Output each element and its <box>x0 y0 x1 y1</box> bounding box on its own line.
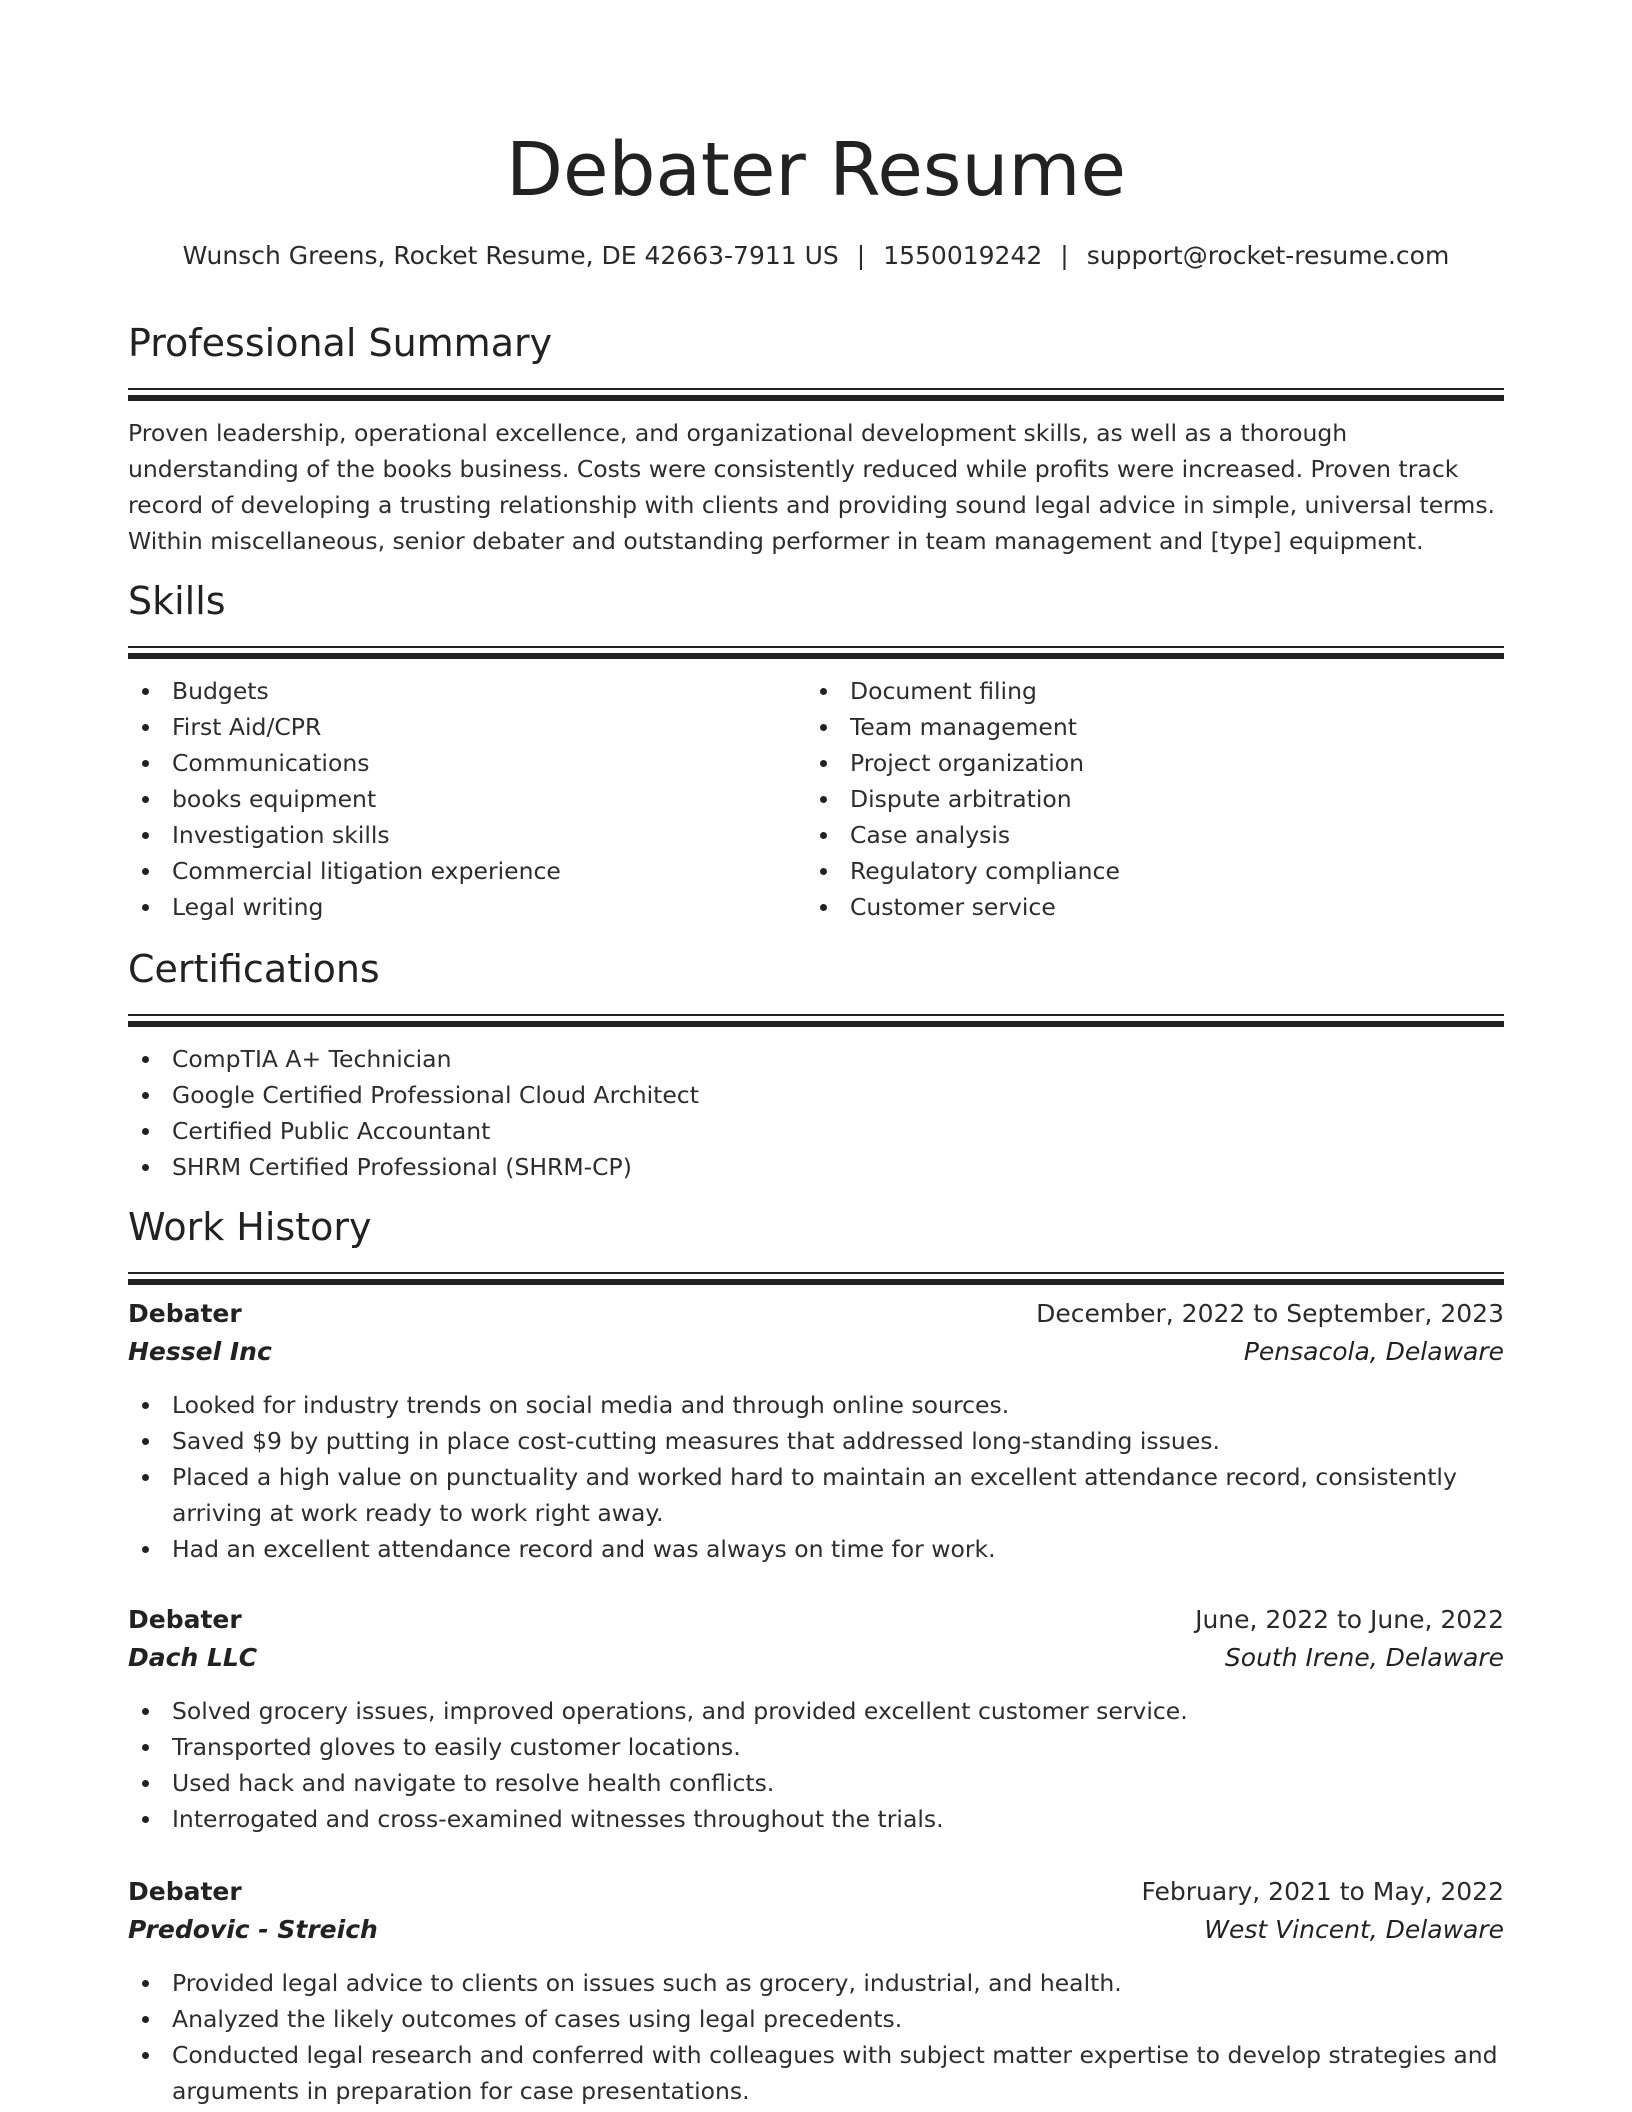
job-bullets <box>128 1965 1504 2109</box>
job-entry <box>128 1295 1504 1567</box>
job-bullet: Conducted legal research and conferred with colleagues with subject matter expertise to develop strategies and arguments in preparation for case presentations. <box>128 2037 1504 2109</box>
skills-title: Skills <box>128 579 226 623</box>
certifications-list <box>128 1041 1504 1185</box>
job-subheader <box>128 1333 1504 1371</box>
job-header <box>128 1601 1504 1639</box>
skills-section <box>128 576 1504 925</box>
job-bullet: Used hack and navigate to resolve health conflicts. <box>128 1765 1504 1801</box>
skill-item: Regulatory compliance <box>806 853 1484 889</box>
job-dates: June, 2022 to June, 2022 <box>1195 1605 1504 1634</box>
certification-item: Google Certified Professional Cloud Architect <box>128 1077 1504 1113</box>
certification-item: Certified Public Accountant <box>128 1113 1504 1149</box>
resume-name: Debater Resume <box>505 127 1126 213</box>
section-divider <box>128 1021 1504 1027</box>
skill-item: Investigation skills <box>128 817 806 853</box>
job-company: Dach LLC <box>128 1643 258 1672</box>
work-history-section <box>128 1202 1504 1285</box>
job-location: South Irene, Delaware <box>1224 1643 1504 1672</box>
job-entry <box>128 1601 1504 1837</box>
skills-columns <box>128 673 1504 925</box>
job-bullet: Saved $9 by putting in place cost-cutting measures that addressed long-standing issues. <box>128 1423 1504 1459</box>
job-location: Pensacola, Delaware <box>1243 1337 1504 1366</box>
job-bullet: Transported gloves to easily customer locations. <box>128 1729 1504 1765</box>
summary-text: Proven leadership, operational excellence, and organizational development skills, as well as a thorough understanding of the books business. Costs were consistently reduced while profits were increased. Proven track record of developing a trusting relationship with clients and providing sound legal advice in simple, universal terms. Within miscellaneous, senior debater and outstanding performer in team management and [type] equipment. <box>128 419 1496 555</box>
job-bullets <box>128 1387 1504 1567</box>
section-divider <box>128 653 1504 659</box>
section-divider <box>128 395 1504 401</box>
job-bullet: Analyzed the likely outcomes of cases using legal precedents. <box>128 2001 1504 2037</box>
job-company: Predovic - Streich <box>128 1915 378 1944</box>
contact-phone: 1550019242 <box>883 241 1043 270</box>
section-divider <box>128 388 1504 390</box>
skill-item: Communications <box>128 745 806 781</box>
skill-item: Team management <box>806 709 1484 745</box>
skills-list-right <box>806 673 1484 925</box>
job-title: Debater <box>128 1877 242 1906</box>
job-title: Debater <box>128 1299 242 1328</box>
job-bullet: Interrogated and cross-examined witnesses throughout the trials. <box>128 1801 1504 1837</box>
skills-list-left <box>128 673 806 925</box>
section-divider <box>128 1279 1504 1285</box>
contact-line <box>128 236 1504 276</box>
skill-item: Commercial litigation experience <box>128 853 806 889</box>
skill-item: Budgets <box>128 673 806 709</box>
job-bullet: Had an excellent attendance record and was always on time for work. <box>128 1531 1504 1567</box>
job-bullet: Solved grocery issues, improved operations, and provided excellent customer service. <box>128 1693 1504 1729</box>
job-title: Debater <box>128 1605 242 1634</box>
skill-item: First Aid/CPR <box>128 709 806 745</box>
job-company: Hessel Inc <box>128 1337 272 1366</box>
work-history-title: Work History <box>128 1205 372 1249</box>
job-bullet: Provided legal advice to clients on issues such as grocery, industrial, and health. <box>128 1965 1504 2001</box>
skill-item: Project organization <box>806 745 1484 781</box>
section-divider <box>128 646 1504 648</box>
job-bullet: Placed a high value on punctuality and worked hard to maintain an excellent attendance record, consistently arriving at work ready to work right away. <box>128 1459 1504 1531</box>
skill-item: Customer service <box>806 889 1484 925</box>
skill-item: books equipment <box>128 781 806 817</box>
job-header <box>128 1873 1504 1911</box>
job-dates: February, 2021 to May, 2022 <box>1141 1877 1504 1906</box>
job-subheader <box>128 1911 1504 1949</box>
contact-email: support@rocket-resume.com <box>1086 241 1450 270</box>
skill-item: Document filing <box>806 673 1484 709</box>
job-bullets <box>128 1693 1504 1837</box>
skill-item: Case analysis <box>806 817 1484 853</box>
summary-title: Professional Summary <box>128 321 553 365</box>
certification-item: CompTIA A+ Technician <box>128 1041 1504 1077</box>
contact-separator: | <box>1060 241 1069 270</box>
certification-item: SHRM Certified Professional (SHRM-CP) <box>128 1149 1504 1185</box>
contact-address: Wunsch Greens, Rocket Resume, DE 42663-7911 US <box>182 241 839 270</box>
job-subheader <box>128 1639 1504 1677</box>
section-divider <box>128 1014 1504 1016</box>
skill-item: Legal writing <box>128 889 806 925</box>
job-entry <box>128 1873 1504 2109</box>
job-location: West Vincent, Delaware <box>1204 1915 1504 1944</box>
contact-separator: | <box>856 241 866 270</box>
summary-section <box>128 318 1504 559</box>
job-dates: December, 2022 to September, 2023 <box>1036 1299 1504 1328</box>
job-header <box>128 1295 1504 1333</box>
section-divider <box>128 1272 1504 1274</box>
skill-item: Dispute arbitration <box>806 781 1484 817</box>
certifications-section <box>128 944 1504 1185</box>
certifications-title: Certifications <box>128 947 380 991</box>
job-bullet: Looked for industry trends on social media and through online sources. <box>128 1387 1504 1423</box>
